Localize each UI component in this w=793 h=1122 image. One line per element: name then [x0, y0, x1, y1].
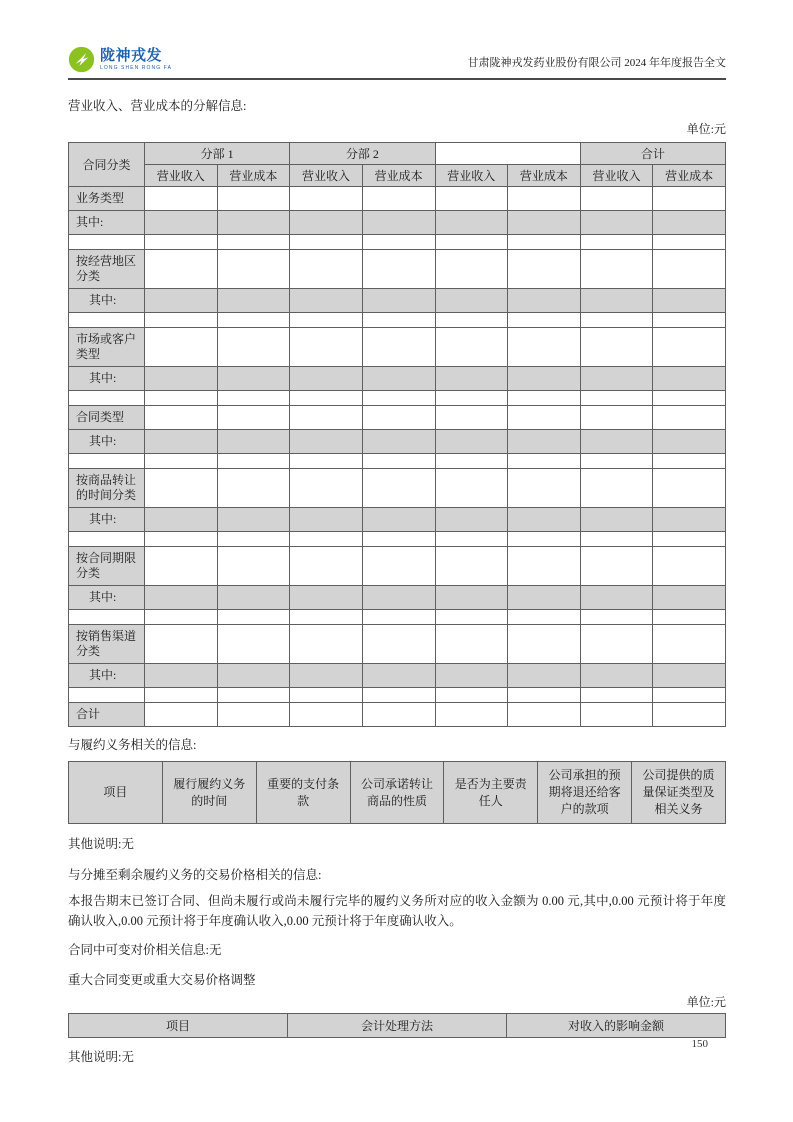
table-row — [69, 508, 726, 532]
data-cell — [508, 367, 581, 391]
row-label: 合同类型 — [69, 406, 145, 430]
table-row — [69, 688, 726, 703]
data-cell — [580, 625, 653, 664]
row-label: 业务类型 — [69, 187, 145, 211]
brand-text-block — [100, 48, 172, 71]
table-row — [69, 610, 726, 625]
data-cell — [362, 703, 435, 727]
table-header-row — [69, 762, 726, 824]
subheader-income-4: 营业收入 — [580, 165, 653, 187]
data-cell — [653, 430, 726, 454]
data-cell — [435, 610, 508, 625]
table-row — [69, 187, 726, 211]
row-label: 其中: — [69, 586, 145, 610]
data-cell — [580, 469, 653, 508]
col-header-quality-warranty: 公司提供的质量保证类型及相关义务 — [632, 762, 726, 824]
data-cell — [145, 625, 218, 664]
table-row — [69, 586, 726, 610]
row-label: 其中: — [69, 430, 145, 454]
data-cell — [508, 235, 581, 250]
data-cell — [217, 703, 290, 727]
data-cell — [435, 406, 508, 430]
data-cell — [653, 532, 726, 547]
brand-name: 陇神戎发 — [100, 47, 163, 64]
data-cell — [580, 187, 653, 211]
data-cell — [508, 328, 581, 367]
data-cell — [653, 250, 726, 289]
data-cell — [362, 688, 435, 703]
data-cell — [217, 610, 290, 625]
data-cell — [580, 547, 653, 586]
data-cell — [580, 367, 653, 391]
data-cell — [217, 430, 290, 454]
data-cell — [290, 289, 363, 313]
data-cell — [508, 430, 581, 454]
data-cell — [653, 664, 726, 688]
row-label: 其中: — [69, 289, 145, 313]
table-body — [69, 187, 726, 727]
other-note-1: 其他说明:无 — [68, 837, 134, 851]
data-cell — [435, 367, 508, 391]
variable-consideration-note: 合同中可变对价相关信息:无 — [68, 943, 222, 957]
data-cell — [580, 454, 653, 469]
data-cell — [362, 586, 435, 610]
major-changes-table — [68, 1013, 726, 1038]
row-label — [69, 610, 145, 625]
group-header-segment-1: 分部 1 — [145, 143, 290, 165]
data-cell — [508, 289, 581, 313]
data-cell — [435, 703, 508, 727]
data-cell — [362, 532, 435, 547]
row-label: 按销售渠道分类 — [69, 625, 145, 664]
data-cell — [508, 391, 581, 406]
data-cell — [145, 664, 218, 688]
data-cell — [145, 454, 218, 469]
data-cell — [290, 313, 363, 328]
data-cell — [362, 625, 435, 664]
data-cell — [362, 187, 435, 211]
col-header-primary-obligor: 是否为主要责任人 — [444, 762, 538, 824]
data-cell — [145, 235, 218, 250]
data-cell — [290, 532, 363, 547]
section-heading-major-changes: 重大合同变更或重大交易价格调整 — [68, 973, 256, 987]
data-cell — [435, 469, 508, 508]
data-cell — [653, 211, 726, 235]
data-cell — [290, 328, 363, 367]
data-cell — [435, 313, 508, 328]
row-label — [69, 391, 145, 406]
data-cell — [217, 454, 290, 469]
subheader-income-2: 营业收入 — [290, 165, 363, 187]
data-cell — [362, 250, 435, 289]
data-cell — [217, 313, 290, 328]
data-cell — [362, 289, 435, 313]
data-cell — [217, 391, 290, 406]
data-cell — [508, 688, 581, 703]
data-cell — [362, 664, 435, 688]
group-header-segment-2: 分部 2 — [290, 143, 435, 165]
other-note-2: 其他说明:无 — [68, 1050, 134, 1064]
data-cell — [580, 610, 653, 625]
row-label: 其中: — [69, 664, 145, 688]
data-cell — [290, 250, 363, 289]
section-heading-obligation-info: 与履约义务相关的信息: — [68, 738, 197, 752]
data-cell — [290, 406, 363, 430]
data-cell — [435, 547, 508, 586]
data-cell — [145, 688, 218, 703]
data-cell — [435, 391, 508, 406]
table-row — [69, 289, 726, 313]
row-label: 合计 — [69, 703, 145, 727]
row-label — [69, 454, 145, 469]
subheader-cost-2: 营业成本 — [362, 165, 435, 187]
data-cell — [217, 625, 290, 664]
data-cell — [217, 547, 290, 586]
data-cell — [145, 211, 218, 235]
section-heading-revenue-breakdown: 营业收入、营业成本的分解信息: — [68, 99, 247, 113]
data-cell — [290, 469, 363, 508]
data-cell — [435, 532, 508, 547]
unit-label-2: 单位:元 — [686, 995, 726, 1009]
company-logo — [68, 46, 172, 73]
data-cell — [508, 469, 581, 508]
data-cell — [145, 328, 218, 367]
data-cell — [653, 313, 726, 328]
data-cell — [145, 703, 218, 727]
group-header-total: 合计 — [580, 143, 725, 165]
data-cell — [580, 406, 653, 430]
data-cell — [217, 289, 290, 313]
data-cell — [145, 367, 218, 391]
data-cell — [145, 406, 218, 430]
data-cell — [435, 586, 508, 610]
data-cell — [435, 328, 508, 367]
data-cell — [362, 547, 435, 586]
data-cell — [217, 328, 290, 367]
data-cell — [508, 406, 581, 430]
data-cell — [362, 328, 435, 367]
data-cell — [217, 469, 290, 508]
performance-obligation-table — [68, 761, 726, 824]
data-cell — [217, 688, 290, 703]
header-divider — [68, 78, 726, 80]
data-cell — [508, 211, 581, 235]
data-cell — [145, 610, 218, 625]
data-cell — [145, 469, 218, 508]
col-header-expected-refunds: 公司承担的预期将退还给客户的款项 — [538, 762, 632, 824]
row-label: 其中: — [69, 508, 145, 532]
data-cell — [580, 235, 653, 250]
subheader-cost-3: 营业成本 — [508, 165, 581, 187]
data-cell — [580, 703, 653, 727]
col-header-item: 项目 — [69, 762, 163, 824]
data-cell — [145, 250, 218, 289]
table-row — [69, 454, 726, 469]
data-cell — [653, 454, 726, 469]
data-cell — [435, 688, 508, 703]
subheader-income-1: 营业收入 — [145, 165, 218, 187]
table-header-row — [69, 1014, 726, 1038]
table-row — [69, 250, 726, 289]
data-cell — [145, 187, 218, 211]
data-cell — [217, 586, 290, 610]
data-cell — [653, 688, 726, 703]
data-cell — [362, 430, 435, 454]
table-row — [69, 625, 726, 664]
data-cell — [580, 688, 653, 703]
brand-subtitle: LONG SHEN RONG FA — [100, 65, 173, 71]
col-header-goods-nature: 公司承诺转让商品的性质 — [350, 762, 444, 824]
row-label — [69, 235, 145, 250]
data-cell — [508, 610, 581, 625]
data-cell — [435, 454, 508, 469]
table-header-group-row — [69, 143, 726, 165]
subheader-cost-4: 营业成本 — [653, 165, 726, 187]
data-cell — [290, 625, 363, 664]
data-cell — [290, 688, 363, 703]
table-row — [69, 532, 726, 547]
data-cell — [653, 289, 726, 313]
data-cell — [653, 406, 726, 430]
data-cell — [435, 187, 508, 211]
row-label: 其中: — [69, 367, 145, 391]
table-row — [69, 313, 726, 328]
data-cell — [290, 367, 363, 391]
row-label: 按商品转让的时间分类 — [69, 469, 145, 508]
data-cell — [435, 250, 508, 289]
data-cell — [362, 406, 435, 430]
data-cell — [435, 508, 508, 532]
data-cell — [653, 610, 726, 625]
page-header — [68, 0, 726, 73]
data-cell — [580, 391, 653, 406]
data-cell — [290, 235, 363, 250]
data-cell — [145, 289, 218, 313]
data-cell — [435, 289, 508, 313]
data-cell — [145, 508, 218, 532]
data-cell — [435, 430, 508, 454]
data-cell — [508, 586, 581, 610]
data-cell — [362, 235, 435, 250]
table-row — [69, 367, 726, 391]
data-cell — [653, 187, 726, 211]
col-header-accounting-method: 会计处理方法 — [288, 1014, 507, 1038]
data-cell — [435, 664, 508, 688]
section-heading-remaining-obligation: 与分摊至剩余履约义务的交易价格相关的信息: — [68, 868, 322, 882]
data-cell — [290, 586, 363, 610]
data-cell — [580, 532, 653, 547]
row-label: 其中: — [69, 211, 145, 235]
data-cell — [290, 664, 363, 688]
data-cell — [653, 367, 726, 391]
row-label — [69, 313, 145, 328]
data-cell — [217, 508, 290, 532]
data-cell — [290, 547, 363, 586]
data-cell — [362, 367, 435, 391]
data-cell — [580, 508, 653, 532]
col-header-revenue-impact: 对收入的影响金额 — [507, 1014, 726, 1038]
data-cell — [508, 547, 581, 586]
data-cell — [217, 250, 290, 289]
data-cell — [145, 547, 218, 586]
row-label — [69, 532, 145, 547]
data-cell — [145, 313, 218, 328]
data-cell — [653, 391, 726, 406]
data-cell — [362, 508, 435, 532]
row-label: 按合同期限分类 — [69, 547, 145, 586]
data-cell — [362, 469, 435, 508]
data-cell — [508, 454, 581, 469]
table-subheader-row — [69, 165, 726, 187]
data-cell — [653, 235, 726, 250]
data-cell — [580, 664, 653, 688]
report-title: 甘肃陇神戎发药业股份有限公司 2024 年年度报告全文 — [467, 57, 726, 69]
data-cell — [435, 625, 508, 664]
data-cell — [508, 508, 581, 532]
data-cell — [362, 454, 435, 469]
data-cell — [290, 187, 363, 211]
group-header-blank — [435, 143, 580, 165]
data-cell — [580, 289, 653, 313]
data-cell — [580, 211, 653, 235]
data-cell — [435, 211, 508, 235]
subheader-cost-1: 营业成本 — [217, 165, 290, 187]
table-row — [69, 547, 726, 586]
corner-header-contract-category: 合同分类 — [69, 143, 145, 187]
data-cell — [508, 703, 581, 727]
data-cell — [362, 610, 435, 625]
data-cell — [290, 703, 363, 727]
data-cell — [508, 313, 581, 328]
data-cell — [653, 703, 726, 727]
table-row — [69, 235, 726, 250]
data-cell — [580, 328, 653, 367]
data-cell — [217, 532, 290, 547]
col-header-payment-terms: 重要的支付条款 — [256, 762, 350, 824]
data-cell — [217, 235, 290, 250]
table-row — [69, 391, 726, 406]
row-label: 市场或客户类型 — [69, 328, 145, 367]
data-cell — [362, 211, 435, 235]
table-row — [69, 469, 726, 508]
data-cell — [653, 625, 726, 664]
data-cell — [145, 532, 218, 547]
data-cell — [508, 187, 581, 211]
subheader-income-3: 营业收入 — [435, 165, 508, 187]
data-cell — [145, 430, 218, 454]
data-cell — [217, 664, 290, 688]
col-header-item: 项目 — [69, 1014, 288, 1038]
data-cell — [217, 406, 290, 430]
data-cell — [290, 454, 363, 469]
table-row — [69, 430, 726, 454]
data-cell — [290, 430, 363, 454]
data-cell — [653, 586, 726, 610]
data-cell — [290, 610, 363, 625]
table-row — [69, 406, 726, 430]
data-cell — [145, 586, 218, 610]
row-label: 按经营地区分类 — [69, 250, 145, 289]
revenue-breakdown-table — [68, 142, 726, 727]
data-cell — [508, 664, 581, 688]
data-cell — [145, 391, 218, 406]
page-number: 150 — [691, 1038, 708, 1050]
data-cell — [580, 250, 653, 289]
data-cell — [362, 391, 435, 406]
document-page — [68, 0, 726, 1065]
table-row — [69, 328, 726, 367]
row-label — [69, 688, 145, 703]
data-cell — [508, 625, 581, 664]
data-cell — [508, 250, 581, 289]
remaining-obligation-paragraph: 本报告期末已签订合同、但尚未履行或尚未履行完毕的履约义务所对应的收入金额为 0.00 元,其中,0.00 元预计将于年度确认收入,0.00 元预计将于年度确认收入,0.00 元预计将于年度确认收入。 — [68, 894, 726, 928]
data-cell — [217, 211, 290, 235]
col-header-fulfillment-time: 履行履约义务的时间 — [162, 762, 256, 824]
data-cell — [653, 508, 726, 532]
unit-label-1: 单位:元 — [686, 122, 726, 136]
data-cell — [653, 328, 726, 367]
data-cell — [508, 532, 581, 547]
data-cell — [653, 547, 726, 586]
data-cell — [580, 430, 653, 454]
data-cell — [580, 313, 653, 328]
data-cell — [653, 469, 726, 508]
logo-icon — [68, 46, 95, 73]
data-cell — [217, 187, 290, 211]
data-cell — [580, 586, 653, 610]
data-cell — [435, 235, 508, 250]
table-row — [69, 211, 726, 235]
data-cell — [290, 391, 363, 406]
table-row — [69, 664, 726, 688]
table-row — [69, 703, 726, 727]
data-cell — [290, 211, 363, 235]
data-cell — [362, 313, 435, 328]
data-cell — [290, 508, 363, 532]
data-cell — [217, 367, 290, 391]
